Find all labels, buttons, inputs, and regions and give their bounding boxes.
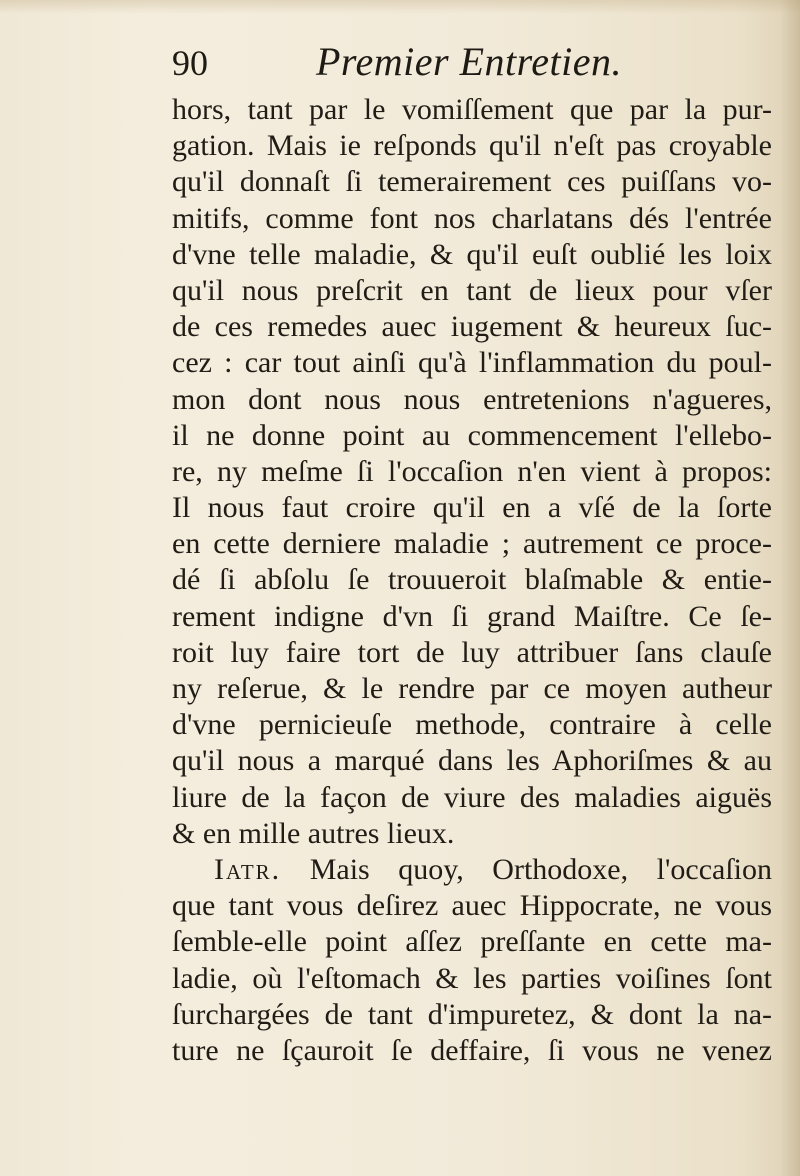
page-header (172, 38, 772, 94)
text-line: en cette derniere maladie ; autrement ce proce- (172, 527, 772, 561)
text-line: ture ne ſçauroit ſe deffaire, ſi vous ne venez (172, 1033, 772, 1067)
page-edge-shadow (780, 0, 800, 1176)
text-line: ſemble-elle point aſſez preſſante en cette ma- (172, 925, 772, 959)
text-line: Il nous faut croire qu'il en a vſé de la ſorte (172, 491, 772, 525)
text-line: il ne donne point au commencement l'ellebo- (172, 418, 772, 452)
text-line: dé ſi abſolu ſe trouueroit blaſmable & entie- (172, 563, 772, 597)
text-line: gation. Mais ie reſponds qu'il n'eſt pas croyable (172, 129, 772, 163)
text-line: rement indigne d'vn ſi grand Maiſtre. Ce ſe- (172, 599, 772, 633)
text-line: d'vne pernicieuſe methode, contraire à celle (172, 708, 772, 742)
text-line: qu'il nous a marqué dans les Aphoriſmes & au (172, 744, 772, 778)
text-line: liure de la façon de viure des maladies aiguës (172, 780, 772, 814)
text-line: qu'il nous preſcrit en tant de lieux pour vſer (172, 273, 772, 307)
text-line: mitifs, comme font nos charlatans dés l'entrée (172, 201, 772, 235)
speech-first-line (172, 852, 772, 888)
text-line: qu'il donnaſt ſi temerairement ces puiſſans vo- (172, 165, 772, 199)
body-text (172, 92, 772, 1069)
text-line: hors, tant par le vomiſſement que par la pur- (172, 93, 772, 126)
speaker-name: Iatr. (214, 852, 282, 886)
text-line: cez : car tout ainſi qu'à l'inflammation du poul- (172, 346, 772, 380)
page-number: 90 (172, 43, 208, 83)
text-line: ſurchargées de tant d'impuretez, & dont la na- (172, 997, 772, 1031)
speech-text: Mais quoy, Orthodoxe, l'occaſion (309, 852, 772, 886)
text-line: ladie, où l'eſtomach & les parties voiſines ſont (172, 961, 772, 995)
running-title: Premier Entretien. (316, 39, 622, 84)
text-line: ny reſerue, & le rendre par ce moyen autheur (172, 672, 772, 705)
text-line: roit luy faire tort de luy attribuer ſans clauſe (172, 635, 772, 669)
page-top-shadow (0, 0, 800, 14)
text-line: de ces remedes auec iugement & heureux ſuc- (172, 310, 772, 344)
text-line: & en mille autres lieux. (172, 816, 455, 850)
text-line: d'vne telle maladie, & qu'il euſt oublié les loix (172, 237, 772, 271)
text-line: mon dont nous nous entretenions n'agueres, (172, 382, 772, 416)
text-line: re, ny meſme ſi l'occaſion n'en vient à propos: (172, 454, 772, 488)
text-line: que tant vous deſirez auec Hippocrate, ne vous (172, 889, 772, 923)
